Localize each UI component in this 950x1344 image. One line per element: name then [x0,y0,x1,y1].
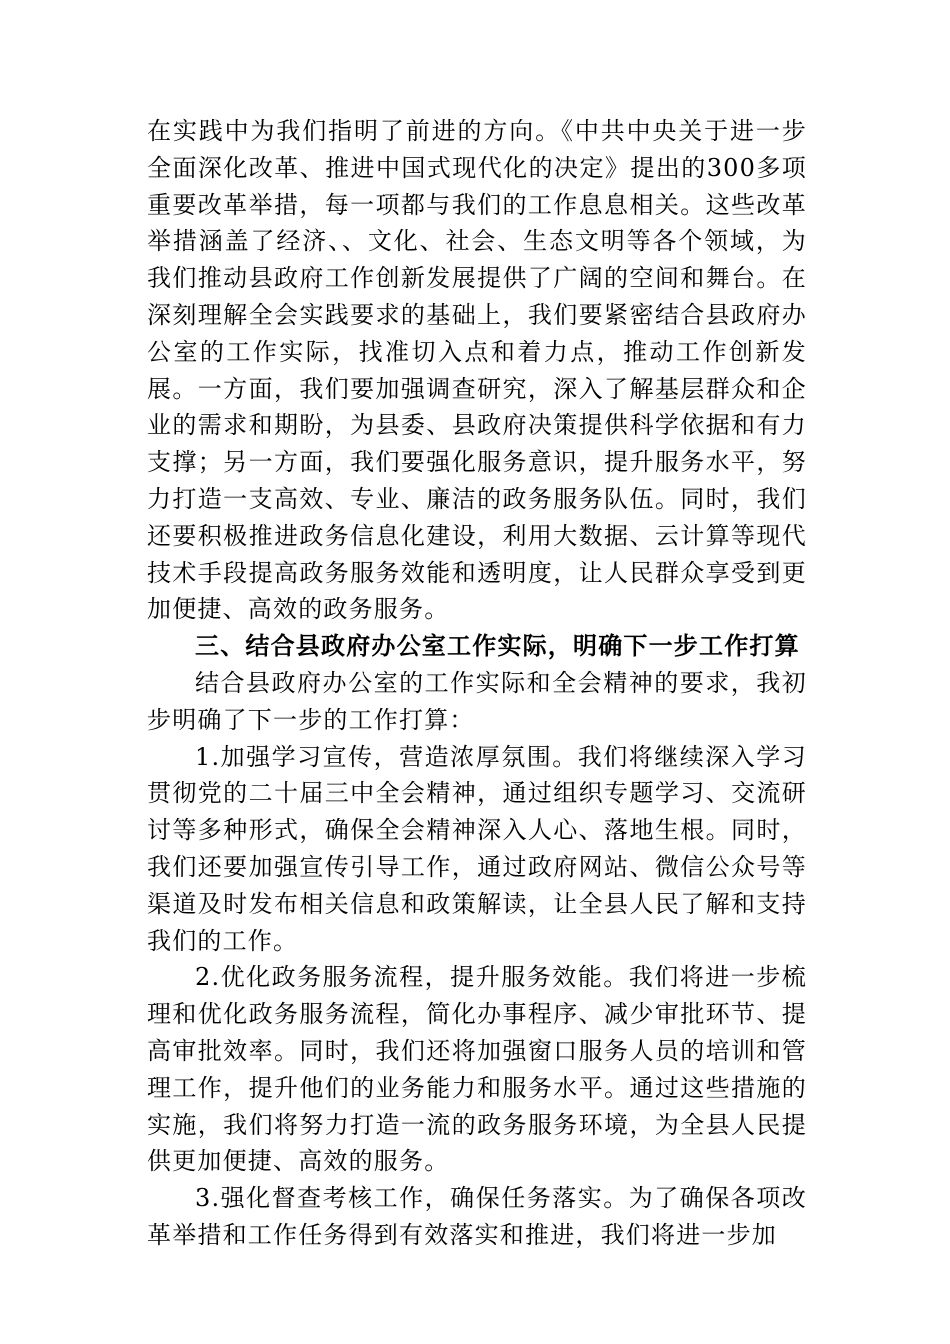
list-item-2: 2.优化政务服务流程，提升服务效能。我们将进一步梳理和优化政务服务流程，简化办事程序、减少审批环节、提高审批效率。同时，我们还将加强窗口服务人员的培训和管理工作，提升他们的业务能力和服务水平。通过这些措施的实施，我们将努力打造一流的政务服务环境，为全县人民提供更加便捷、高效的服务。 [147,963,807,1176]
body-paragraph: 在实践中为我们指明了前进的方向。《中共中央关于进一步全面深化改革、推进中国式现代化的决定》提出的300多项重要改革举措，每一项都与我们的工作息息相关。这些改革举措涵盖了经济、、文化、社会、生态文明等各个领域，为我们推动县政府工作创新发展提供了广阔的空间和舞台。在深刻理解全会实践要求的基础上，我们要紧密结合县政府办公室的工作实际，找准切入点和着力点，推动工作创新发展。一方面，我们要加强调查研究，深入了解基层群众和企业的需求和期盼，为县委、县政府决策提供科学依据和有力支撑；另一方面，我们要强化服务意识，提升服务水平，努力打造一支高效、专业、廉洁的政务服务队伍。同时，我们还要积极推进政务信息化建设，利用大数据、云计算等现代技术手段提高政务服务效能和透明度，让人民群众享受到更加便捷、高效的政务服务。 [147,117,807,624]
section-heading: 三、结合县政府办公室工作实际，明确下一步工作打算 [195,632,800,661]
document-page [147,113,807,1254]
list-item-1: 1.加强学习宣传，营造浓厚氛围。我们将继续深入学习贯彻党的二十届三中全会精神，通过组织专题学习、交流研讨等多种形式，确保全会精神深入人心、落地生根。同时，我们还要加强宣传引导工作，通过政府网站、微信公众号等渠道及时发布相关信息和政策解读，让全县人民了解和支持我们的工作。 [147,742,807,955]
list-item-3: 3.强化督查考核工作，确保任务落实。为了确保各项改革举措和工作任务得到有效落实和推进，我们将进一步加 [147,1184,807,1249]
body-paragraph: 结合县政府办公室的工作实际和全会精神的要求，我初步明确了下一步的工作打算： [147,668,807,734]
